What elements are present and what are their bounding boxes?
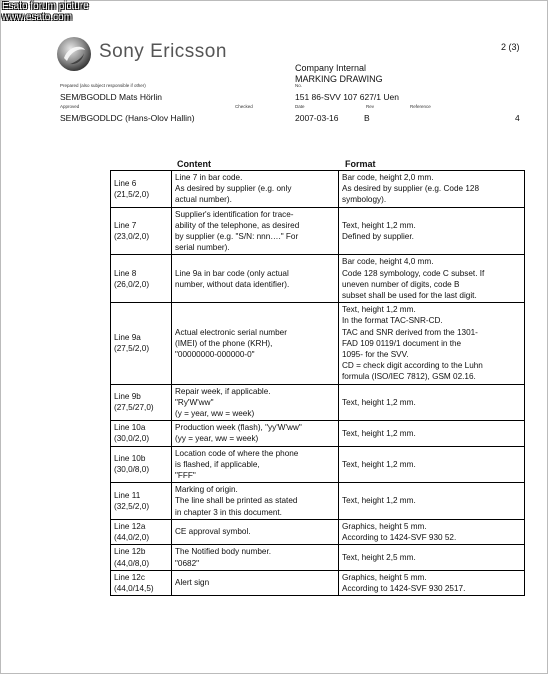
content-cell-line: Marking of origin. — [175, 485, 238, 495]
format-cell-line: 1095- for the SVV. — [342, 350, 409, 360]
line-cell-line: (23,0/2,0) — [114, 232, 150, 242]
table-row — [111, 446, 525, 483]
table-row — [111, 421, 525, 446]
document-number: 151 86-SVV 107 627/1 Uen — [295, 92, 399, 102]
format-cell — [339, 171, 525, 208]
watermark — [2, 1, 89, 23]
content-cell-line: "0682" — [175, 558, 200, 568]
content-cell-line: "FFF" — [175, 471, 196, 481]
table-row — [111, 483, 525, 520]
sony-ericsson-logo-icon — [56, 36, 92, 72]
content-cell-line: Location code of where the phone — [175, 448, 299, 458]
format-cell-line: Text, height 1,2 mm. — [342, 220, 416, 230]
content-cell-line: Supplier's identification for trace- — [175, 209, 294, 219]
format-cell-line: Code 128 symbology, code C subset. If — [342, 268, 485, 278]
content-cell — [172, 446, 339, 483]
line-cell-line: (30,0/8,0) — [114, 465, 150, 475]
table-row — [111, 519, 525, 544]
content-cell-line: is flashed, if applicable, — [175, 459, 260, 469]
content-cell — [172, 519, 339, 544]
content-cell-line: CE approval symbol. — [175, 527, 251, 537]
format-cell-line: Defined by supplier. — [342, 232, 414, 242]
content-cell-line: Repair week, if applicable. — [175, 386, 271, 396]
table-row — [111, 570, 525, 595]
content-cell-line: (y = year, ww = week) — [175, 409, 255, 419]
format-cell-line: Text, height 1,2 mm. — [342, 459, 416, 469]
line-cell-line: Line 11 — [114, 490, 141, 500]
content-cell — [172, 483, 339, 520]
format-cell-line: As desired by supplier (e.g. Code 128 — [342, 184, 479, 194]
table-row — [111, 171, 525, 208]
content-cell-line: actual number). — [175, 195, 232, 205]
line-cell-line: (27,5/27,0) — [114, 403, 154, 413]
line-cell-line: (21,5/2,0) — [114, 189, 150, 199]
revision: B — [364, 113, 370, 123]
line-cell-line: (44,0/8,0) — [114, 558, 150, 568]
line-cell-line: Line 10a — [114, 423, 146, 433]
document-title: MARKING DRAWING — [295, 74, 383, 84]
content-cell — [172, 207, 339, 255]
line-cell-line: Line 10b — [114, 454, 146, 464]
table-row — [111, 207, 525, 255]
format-cell-line: Text, height 1,2 mm. — [342, 428, 416, 438]
line-cell-line: (32,5/2,0) — [114, 502, 150, 512]
content-cell-line: serial number). — [175, 243, 230, 253]
date-label: Date — [295, 104, 305, 109]
content-cell-line: Actual electronic serial number — [175, 327, 287, 337]
company-internal: Company Internal — [295, 63, 367, 73]
content-cell-line: As desired by supplier (e.g. only — [175, 184, 292, 194]
content-cell-line: (yy = year, ww = week) — [175, 434, 259, 444]
content-cell — [172, 171, 339, 208]
rev-label: Rev — [366, 104, 375, 109]
format-cell-line: Text, height 1,2 mm. — [342, 397, 416, 407]
line-cell — [111, 171, 172, 208]
table-row — [111, 303, 525, 384]
format-cell-line: CD = check digit according to the Luhn — [342, 361, 483, 371]
content-cell-line: by supplier (e.g. "S/N: nnn…." For — [175, 232, 299, 242]
content-cell — [172, 545, 339, 570]
header-content: Content — [177, 159, 211, 169]
content-cell-line: Line 9a in bar code (only actual — [175, 268, 289, 278]
reference-label: Reference — [410, 104, 431, 109]
content-cell — [172, 570, 339, 595]
format-cell — [339, 303, 525, 384]
content-cell-line: number, without data identifier). — [175, 279, 290, 289]
format-cell-line: FAD 109 0119/1 document in the — [342, 338, 462, 348]
format-cell-line: Bar code, height 2,0 mm. — [342, 173, 434, 182]
format-cell-line: TAC and SNR derived from the 1301- — [342, 327, 478, 337]
line-cell-line: (27,5/2,0) — [114, 344, 150, 354]
format-cell — [339, 421, 525, 446]
line-cell — [111, 384, 172, 421]
format-cell-line: Graphics, height 5 mm. — [342, 521, 427, 531]
content-cell — [172, 255, 339, 303]
line-cell — [111, 519, 172, 544]
content-cell-line: (IMEI) of the phone (KRH), — [175, 338, 273, 348]
line-cell — [111, 545, 172, 570]
document-date: 2007-03-16 — [295, 113, 339, 123]
line-cell — [111, 421, 172, 446]
header-format: Format — [345, 159, 376, 169]
checked-label: Checked — [235, 104, 253, 109]
content-cell — [172, 421, 339, 446]
line-cell — [111, 483, 172, 520]
marking-spec-table — [110, 170, 525, 596]
line-cell-line: Line 9b — [114, 392, 141, 402]
line-cell-line: (44,0/2,0) — [114, 533, 150, 543]
content-cell-line: Alert sign — [175, 578, 210, 588]
line-cell-line: (30,0/2,0) — [114, 434, 150, 444]
line-cell — [111, 255, 172, 303]
table-body — [111, 171, 525, 596]
format-cell — [339, 446, 525, 483]
approved-label: Approved — [60, 104, 80, 109]
format-cell — [339, 255, 525, 303]
content-cell-line: ability of the telephone, as desired — [175, 220, 300, 230]
content-cell-line: The line shall be printed as stated — [175, 496, 298, 506]
content-cell-line: in chapter 3 in this document. — [175, 507, 282, 517]
content-cell-line: The Notified body number. — [175, 547, 272, 557]
line-cell — [111, 446, 172, 483]
format-cell-line: Text, height 1,2 mm. — [342, 305, 416, 315]
table-row — [111, 255, 525, 303]
line-cell-line: Line 12a — [114, 521, 146, 531]
reference-value: 4 — [515, 113, 520, 123]
content-cell-line: Line 7 in bar code. — [175, 173, 243, 182]
format-cell — [339, 207, 525, 255]
line-cell-line: Line 12b — [114, 547, 146, 557]
format-cell — [339, 545, 525, 570]
line-cell-line: Line 9a — [114, 333, 141, 343]
format-cell-line: According to 1424-SVF 930 52. — [342, 533, 457, 543]
watermark-line-1: Esato forum picture — [2, 1, 89, 12]
prepared-label: Prepared (also subject responsible if other) — [60, 83, 146, 88]
content-cell-line: Production week (flash), "yy'W'ww" — [175, 423, 302, 433]
content-cell-line: "00000000-000000-0" — [175, 350, 255, 360]
format-cell — [339, 519, 525, 544]
table-row — [111, 545, 525, 570]
line-cell-line: (26,0/2,0) — [114, 279, 150, 289]
line-cell-line: Line 6 — [114, 178, 137, 188]
format-cell — [339, 384, 525, 421]
format-cell-line: In the format TAC-SNR-CD. — [342, 316, 443, 326]
line-cell — [111, 570, 172, 595]
table-row — [111, 384, 525, 421]
format-cell-line: formula (ISO/IEC 7812), GSM 02.16. — [342, 372, 476, 382]
format-cell-line: uneven number of digits, code B — [342, 279, 460, 289]
format-cell-line: Text, height 2,5 mm. — [342, 552, 416, 562]
format-cell — [339, 483, 525, 520]
number-label: No. — [295, 83, 303, 88]
content-cell — [172, 303, 339, 384]
watermark-line-2: www.esato.com — [2, 12, 73, 23]
line-cell — [111, 207, 172, 255]
format-cell-line: subset shall be used for the last digit. — [342, 291, 477, 301]
brand-name: Sony Ericsson — [99, 41, 227, 62]
format-cell-line: Text, height 1,2 mm. — [342, 496, 416, 506]
prepared-by: SEM/BGODLD Mats Hörlin — [60, 92, 163, 102]
format-cell-line: symbology). — [342, 195, 387, 205]
line-cell-line: (44,0/14,5) — [114, 583, 154, 593]
format-cell-line: Graphics, height 5 mm. — [342, 572, 427, 582]
format-cell — [339, 570, 525, 595]
format-cell-line: According to 1424-SVF 930 2517. — [342, 583, 466, 593]
content-cell — [172, 384, 339, 421]
line-cell — [111, 303, 172, 384]
line-cell-line: Line 12c — [114, 572, 145, 582]
line-cell-line: Line 7 — [114, 220, 137, 230]
content-cell-line: "Ry'W'ww" — [175, 397, 214, 407]
format-cell-line: Bar code, height 4,0 mm. — [342, 257, 434, 267]
approved-by: SEM/BGODLDC (Hans-Olov Hallin) — [60, 113, 195, 123]
line-cell-line: Line 8 — [114, 268, 137, 278]
page-number: 2 (3) — [501, 42, 520, 52]
